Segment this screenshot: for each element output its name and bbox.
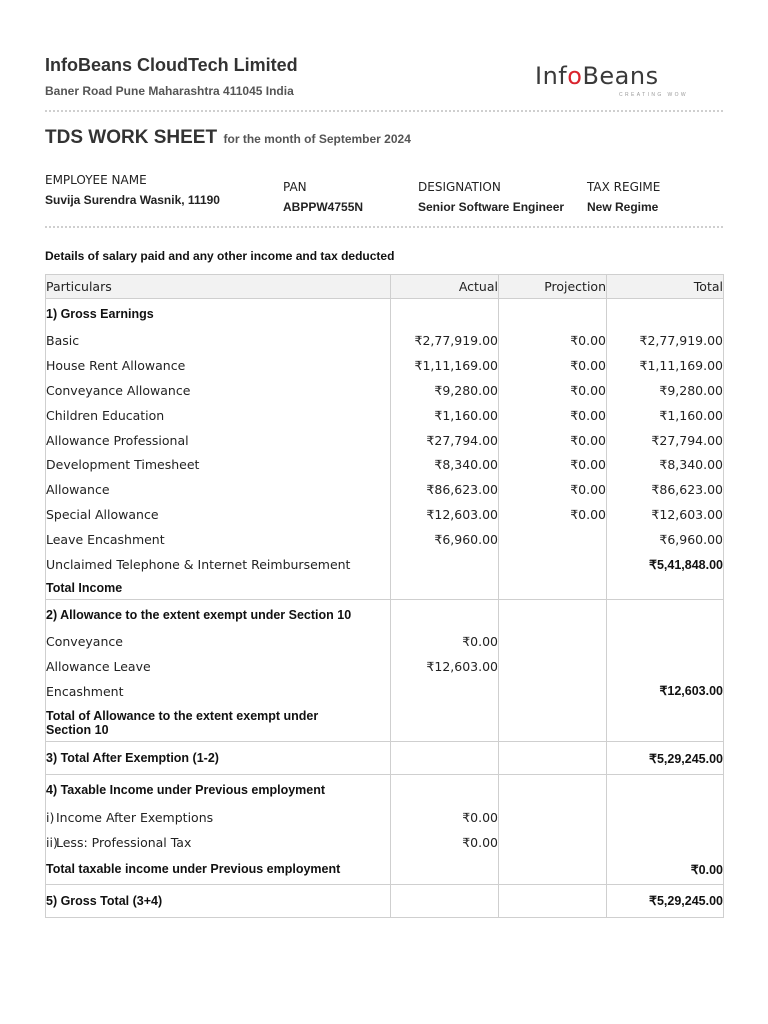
section-heading: 4) Taxable Income under Previous employment xyxy=(46,775,391,805)
row-label xyxy=(46,805,391,830)
gross-total-label: 5) Gross Total (3+4) xyxy=(46,884,391,917)
row-actual: ₹86,623.00 xyxy=(391,477,499,502)
company-name: InfoBeans CloudTech Limited xyxy=(45,55,298,75)
table-row xyxy=(46,477,724,502)
row-projection: ₹0.00 xyxy=(499,477,607,502)
row-actual: ₹6,960.00 xyxy=(391,527,499,552)
row-number: i) xyxy=(46,809,55,825)
row-total: ₹12,603.00 xyxy=(607,502,724,527)
row-actual: ₹1,11,169.00 xyxy=(391,353,499,378)
table-row xyxy=(46,679,724,704)
row-actual xyxy=(391,552,499,577)
row-label: Encashment xyxy=(46,679,391,704)
logo-text-o: o xyxy=(567,62,583,90)
row-projection: ₹0.00 xyxy=(499,353,607,378)
row-total: ₹9,280.00 xyxy=(607,378,724,403)
row-total: ₹1,160.00 xyxy=(607,403,724,428)
tax-regime-label: TAX REGIME xyxy=(587,180,661,194)
table-row xyxy=(46,452,724,477)
divider xyxy=(45,110,723,112)
table-row xyxy=(46,830,724,855)
table-row xyxy=(46,502,724,527)
row-number: ii) xyxy=(46,834,58,850)
row-actual: ₹0.00 xyxy=(391,629,499,654)
previous-total-label: Total taxable income under Previous employment xyxy=(46,854,391,884)
table-row xyxy=(46,428,724,453)
total-row xyxy=(46,576,724,599)
row-label: Special Allowance xyxy=(46,502,391,527)
designation-label: DESIGNATION xyxy=(418,180,501,194)
tds-table xyxy=(45,274,724,918)
company-address: Baner Road Pune Maharashtra 411045 India xyxy=(45,84,294,98)
exempt-total-value: ₹12,603.00 xyxy=(607,679,724,742)
header-projection: Projection xyxy=(499,275,607,299)
table-row xyxy=(46,353,724,378)
table-row xyxy=(46,527,724,552)
designation-value: Senior Software Engineer xyxy=(418,200,565,214)
row-total: ₹1,11,169.00 xyxy=(607,353,724,378)
row-projection: ₹0.00 xyxy=(499,428,607,453)
row-actual: ₹12,603.00 xyxy=(391,654,499,679)
tax-regime-value: New Regime xyxy=(587,200,659,214)
after-exemption-label: 3) Total After Exemption (1-2) xyxy=(46,742,391,775)
infobeans-logo xyxy=(535,62,720,102)
total-row xyxy=(46,854,724,884)
section-heading-row xyxy=(46,299,724,329)
row-projection xyxy=(499,552,607,577)
section-heading-row xyxy=(46,599,724,629)
row-projection: ₹0.00 xyxy=(499,452,607,477)
section-heading-row xyxy=(46,775,724,805)
page-title xyxy=(45,127,411,149)
logo-tagline: CREATING WOW xyxy=(619,92,688,98)
divider xyxy=(45,226,723,228)
row-label: Conveyance xyxy=(46,629,391,654)
table-row xyxy=(46,329,724,354)
header-actual: Actual xyxy=(391,275,499,299)
row-actual: ₹8,340.00 xyxy=(391,452,499,477)
row-label: Leave Encashment xyxy=(46,527,391,552)
row-projection: ₹0.00 xyxy=(499,329,607,354)
table-row xyxy=(46,378,724,403)
row-actual: ₹0.00 xyxy=(391,805,499,830)
row-label: Basic xyxy=(46,329,391,354)
after-exemption-row xyxy=(46,742,724,775)
row-projection: ₹0.00 xyxy=(499,378,607,403)
row-label: Children Education xyxy=(46,403,391,428)
gross-total-row xyxy=(46,884,724,917)
employee-name-label: EMPLOYEE NAME xyxy=(45,173,147,187)
table-row xyxy=(46,805,724,830)
row-label: Allowance Leave xyxy=(46,654,391,679)
row-actual: ₹27,794.00 xyxy=(391,428,499,453)
row-label: Allowance xyxy=(46,477,391,502)
section-heading: 2) Allowance to the extent exempt under Section 10 xyxy=(46,599,391,629)
title-subtitle: for the month of September 2024 xyxy=(223,132,411,146)
row-total: ₹6,960.00 xyxy=(607,527,724,552)
previous-total-value: ₹0.00 xyxy=(607,854,724,884)
row-label: Allowance Professional xyxy=(46,428,391,453)
row-label: Unclaimed Telephone & Internet Reimbursement xyxy=(46,552,391,577)
title-main: TDS WORK SHEET xyxy=(45,127,218,148)
row-actual xyxy=(391,679,499,704)
table-row xyxy=(46,629,724,654)
total-income-value: ₹5,41,848.00 xyxy=(607,552,724,577)
logo-text-part: Inf xyxy=(535,62,568,90)
row-projection xyxy=(499,527,607,552)
row-text: Less: Professional Tax xyxy=(56,834,192,850)
row-label: House Rent Allowance xyxy=(46,353,391,378)
row-label: Conveyance Allowance xyxy=(46,378,391,403)
row-total: ₹8,340.00 xyxy=(607,452,724,477)
pan-value: ABPPW4755N xyxy=(283,200,364,214)
logo-text-part: Beans xyxy=(582,62,659,90)
row-actual: ₹0.00 xyxy=(391,830,499,855)
row-total: ₹86,623.00 xyxy=(607,477,724,502)
section-heading: 1) Gross Earnings xyxy=(46,299,391,329)
table-row xyxy=(46,552,724,577)
total-income-label: Total Income xyxy=(46,576,391,599)
row-total: ₹27,794.00 xyxy=(607,428,724,453)
table-row xyxy=(46,403,724,428)
employee-name-value: Suvija Surendra Wasnik, 11190 xyxy=(45,193,220,207)
pan-label: PAN xyxy=(283,180,307,194)
row-actual: ₹2,77,919.00 xyxy=(391,329,499,354)
row-actual: ₹9,280.00 xyxy=(391,378,499,403)
row-projection: ₹0.00 xyxy=(499,403,607,428)
details-heading: Details of salary paid and any other income and tax deducted xyxy=(45,249,395,263)
row-projection: ₹0.00 xyxy=(499,502,607,527)
row-actual: ₹1,160.00 xyxy=(391,403,499,428)
table-row xyxy=(46,654,724,679)
exempt-total-label: Total of Allowance to the extent exempt under Section 10 xyxy=(46,704,391,742)
row-actual: ₹12,603.00 xyxy=(391,502,499,527)
after-exemption-value: ₹5,29,245.00 xyxy=(607,742,724,775)
header-total: Total xyxy=(607,275,724,299)
header-particulars: Particulars xyxy=(46,275,391,299)
row-total: ₹2,77,919.00 xyxy=(607,329,724,354)
row-text: Income After Exemptions xyxy=(56,809,214,825)
row-label: Development Timesheet xyxy=(46,452,391,477)
gross-total-value: ₹5,29,245.00 xyxy=(607,884,724,917)
row-label xyxy=(46,830,391,855)
